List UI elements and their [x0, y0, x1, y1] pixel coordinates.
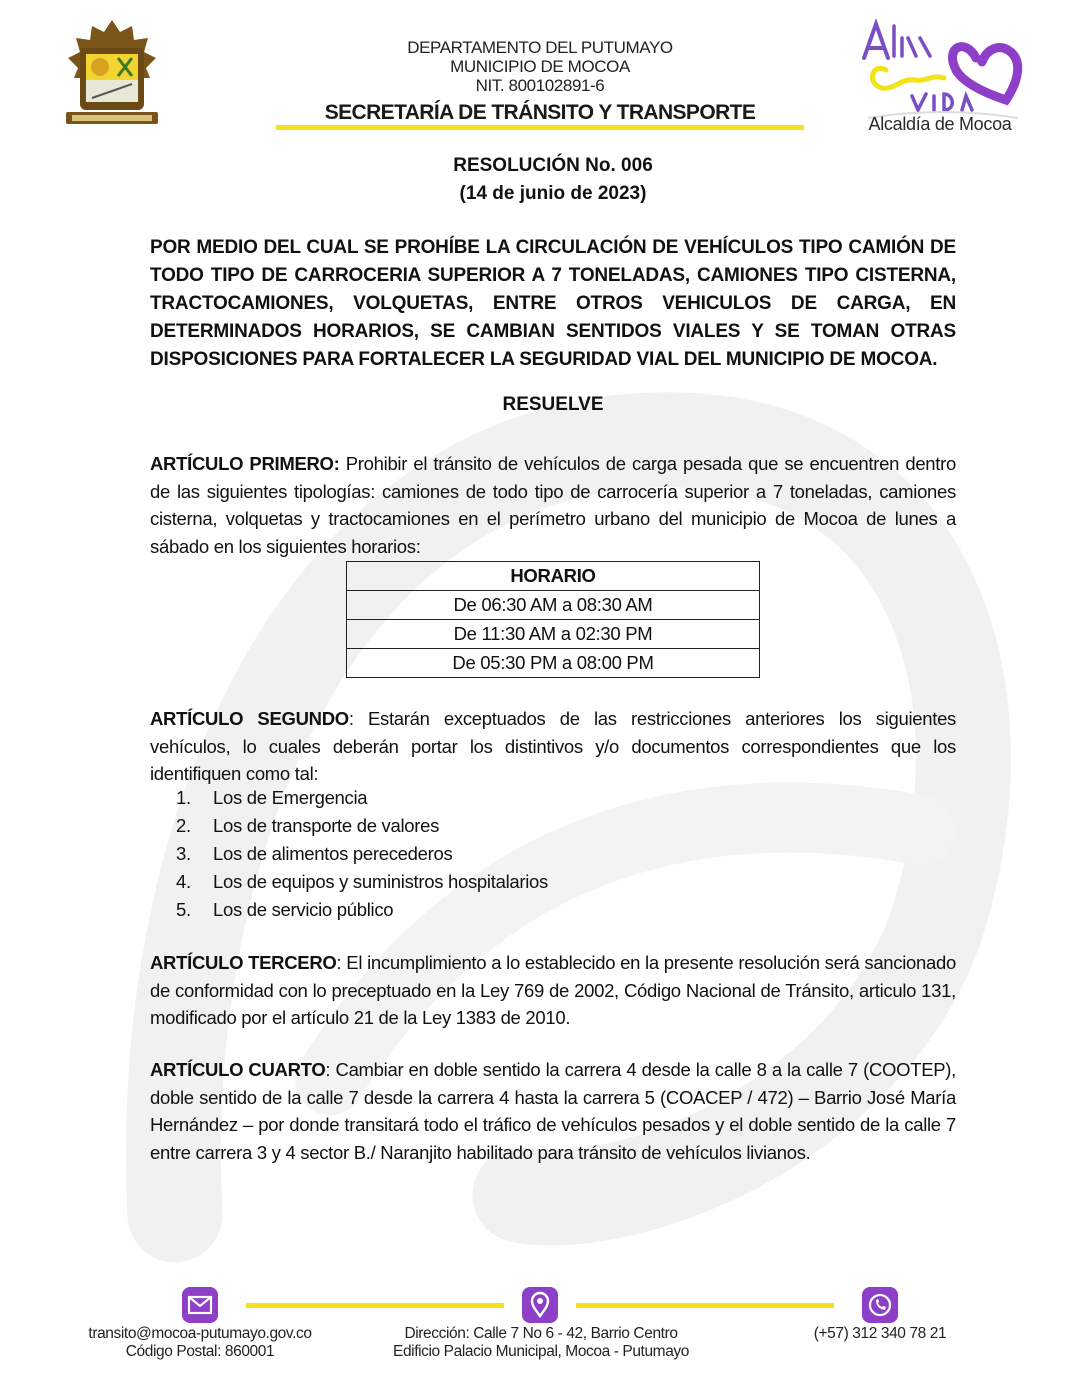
footer-email: transito@mocoa-putumayo.gov.co	[88, 1325, 312, 1342]
resuelve-heading: RESUELVE	[502, 394, 604, 415]
article-fourth-text: : Cambiar en doble sentido la carrera 4 desde la calle 8 a la calle 7 (COOTEP), doble sentido de la calle 7 desde la carrera 4 hasta la carrera 5 (COACEP / 472) – Barrio José María Hernández – por donde transitará todo el tráfico de vehículos pesados y el doble sentido de la calle 7 entre carrera 3 y 4 sector B./ Naranjito habilitado para tránsito de vehículos livianos.	[150, 1059, 956, 1163]
footer-contact-email	[70, 1325, 330, 1361]
article-first-text: Prohibir el tránsito de vehículos de carga pesada que se encuentren dentro de las siguientes tipologías: camiones de todo tipo de carrocería superior a 7 toneladas, camiones cisterna, volquetas y tractocamiones en el perímetro urbano del municipio de Mocoa de lunes a sábado en los siguientes horarios:	[150, 453, 956, 557]
municipality-name: MUNICIPIO DE MOCOA	[450, 57, 630, 76]
letterhead	[300, 38, 780, 125]
article-third	[150, 949, 956, 1032]
list-item-text: Los de servicio público	[213, 899, 394, 920]
list-item-number: 4.	[176, 871, 191, 892]
list-item	[176, 784, 548, 812]
article-third-heading: ARTÍCULO TERCERO	[150, 952, 337, 973]
resolution-title	[150, 152, 956, 208]
article-second-heading: ARTÍCULO SEGUNDO	[150, 708, 349, 729]
article-third-text: : El incumplimiento a lo establecido en la presente resolución será sancionado de conformidad con lo preceptuado en la Ley 769 de 2002, Código Nacional de Tránsito, articulo 131, modificado por el artículo 21 de la Ley 1383 de 2010.	[150, 952, 956, 1028]
phone-icon	[862, 1287, 898, 1323]
envelope-icon	[182, 1287, 218, 1323]
article-second	[150, 705, 956, 788]
footer-address-line2: Edificio Palacio Municipal, Mocoa - Putumayo	[393, 1343, 689, 1360]
article-first-heading: ARTÍCULO PRIMERO:	[150, 453, 340, 474]
footer-divider	[576, 1303, 834, 1308]
table-row	[347, 620, 760, 649]
article-second-text: : Estarán exceptuados de las restricciones anteriores los siguientes vehículos, lo cuales deberán portar los distintivos y/o documentos correspondientes que los identifiquen como tal:	[150, 708, 957, 784]
resolution-number: RESOLUCIÓN No. 006	[453, 155, 653, 176]
department-name: DEPARTAMENTO DEL PUTUMAYO	[407, 38, 673, 57]
schedule-table	[346, 561, 760, 678]
schedule-cell: De 11:30 AM a 02:30 PM	[347, 620, 760, 649]
footer-address-line1: Dirección: Calle 7 No 6 - 42, Barrio Centro	[404, 1325, 678, 1342]
schedule-header: HORARIO	[347, 562, 760, 591]
exceptions-list	[176, 784, 548, 924]
header-divider	[276, 125, 804, 130]
article-first	[150, 450, 956, 560]
schedule-cell: De 06:30 AM a 08:30 AM	[347, 591, 760, 620]
list-item-text: Los de alimentos perecederos	[213, 843, 453, 864]
footer-divider	[246, 1303, 504, 1308]
schedule-cell: De 05:30 PM a 08:00 PM	[347, 649, 760, 678]
nit-number: NIT. 800102891-6	[475, 76, 605, 95]
resolution-motive: POR MEDIO DEL CUAL SE PROHÍBE LA CIRCULACIÓN DE VEHÍCULOS TIPO CAMIÓN DE TODO TIPO DE CARROCERIA SUPERIOR A 7 TONELADAS, CAMIONES TIPO CISTERNA, TRACTOCAMIONES, VOLQUETAS, ENTRE OTROS VEHICULOS DE CARGA, EN DETERMINADOS HORARIOS, SE CAMBIAN SENTIDOS VIALES Y SE TOMAN OTRAS DISPOSICIONES PARA FORTALECER LA SEGURIDAD VIAL DEL MUNICIPIO DE MOCOA.	[150, 237, 956, 370]
secretaria-name: SECRETARÍA DE TRÁNSITO Y TRANSPORTE	[324, 101, 756, 124]
footer-phone: (+57) 312 340 78 21	[813, 1325, 947, 1342]
table-row	[347, 649, 760, 678]
list-item-text: Los de Emergencia	[213, 787, 368, 808]
location-pin-icon	[522, 1287, 558, 1323]
list-item-text: Los de equipos y suministros hospitalarios	[213, 871, 548, 892]
list-item	[176, 812, 548, 840]
list-item-number: 5.	[176, 899, 191, 920]
table-row	[347, 591, 760, 620]
list-item	[176, 896, 548, 924]
list-item-number: 3.	[176, 843, 191, 864]
article-fourth	[150, 1056, 956, 1166]
list-item	[176, 840, 548, 868]
resolution-date: (14 de junio de 2023)	[459, 183, 647, 204]
list-item-text: Los de transporte de valores	[213, 815, 440, 836]
brand-caption: Alcaldía de Mocoa	[868, 114, 1012, 134]
schedule-header-row	[347, 562, 760, 591]
footer-postal-code: Código Postal: 860001	[125, 1343, 275, 1360]
coat-of-arms-icon	[62, 18, 162, 134]
footer-address	[380, 1325, 702, 1361]
list-item-number: 2.	[176, 815, 191, 836]
article-fourth-heading: ARTÍCULO CUARTO	[150, 1059, 326, 1080]
list-item-number: 1.	[176, 787, 191, 808]
list-item	[176, 868, 548, 896]
